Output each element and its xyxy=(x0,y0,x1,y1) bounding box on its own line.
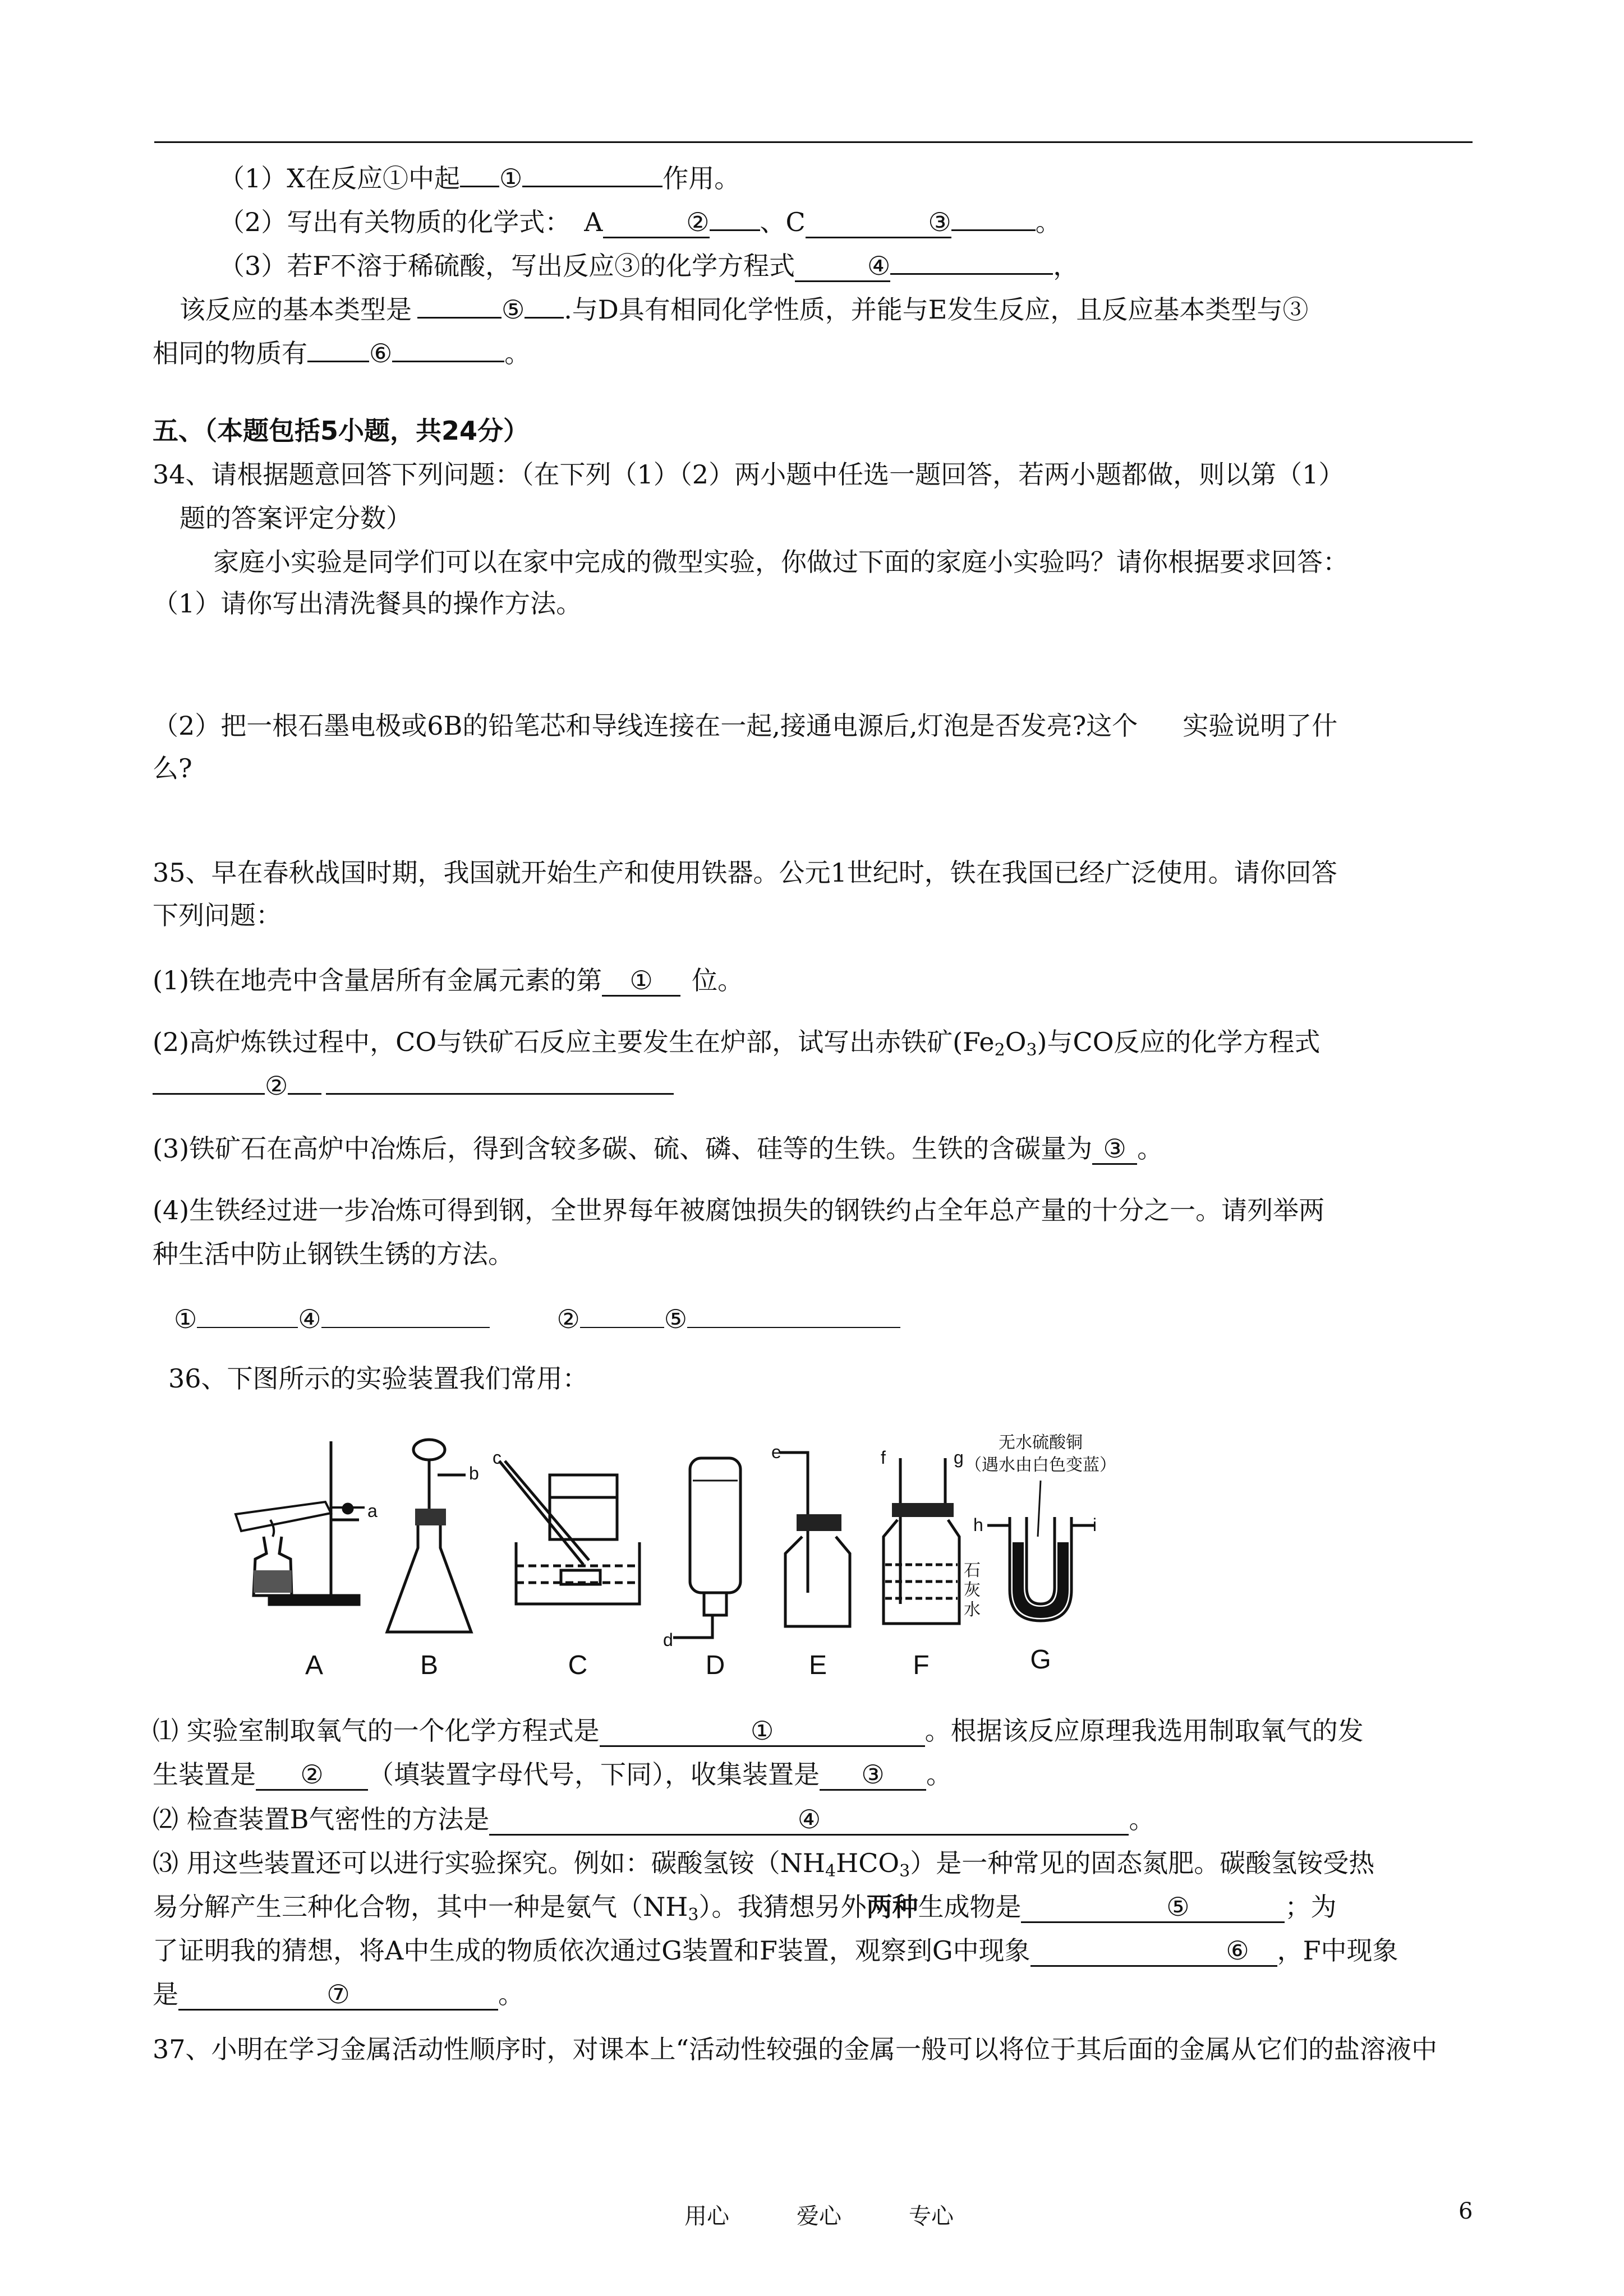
port-g: g xyxy=(954,1447,964,1468)
limewater-char-1: 石 xyxy=(964,1561,981,1580)
apparatus-g xyxy=(987,1481,1094,1621)
blank-q36-1: ① xyxy=(600,1716,925,1747)
blank-q35-3: ③ xyxy=(1092,1134,1137,1165)
port-b: b xyxy=(469,1463,479,1483)
q35-line-2: 下列问题： xyxy=(153,900,282,930)
q34-line-6: 么? xyxy=(153,753,192,783)
q35-line-4: (2)高炉炼铁过程中，CO与铁矿石反应主要发生在炉部，试写出赤铁矿$(Fe_2O_3)$与CO反应的化学方程式 xyxy=(153,1027,1321,1060)
apparatus-c xyxy=(499,1461,640,1604)
apparatus-f xyxy=(884,1458,959,1624)
footer-word-2: 爱心 xyxy=(797,2203,841,2229)
q33-line-3: （3）若F不溶于稀硫酸，写出反应③的化学方程式 ④ ， xyxy=(219,251,1079,281)
section-title: 五、（本题包括5小题，共24分） xyxy=(153,416,530,446)
q34-line-2: 题的答案评定分数） xyxy=(180,503,412,533)
q36-p2: ⑵ 检查装置B气密性的方法是 ④ 。 xyxy=(153,1804,1155,1834)
q35-line-9: ① ④ ② ⑤ xyxy=(174,1302,900,1336)
limewater-char-3: 水 xyxy=(964,1600,981,1620)
q34-line-1: 34、请根据题意回答下列问题：（在下列（1）（2）两小题中任选一题回答，若两小题都做，则以第（1） xyxy=(153,459,1345,490)
q35-line-3: (1)铁在地壳中含量居所有金属元素的第 ① 位。 xyxy=(153,965,744,995)
port-i: i xyxy=(1092,1515,1097,1535)
q36-p3-line-1: ⑶ 用这些装置还可以进行实验探究。例如：碳酸氢铵$(NH_4HCO_3)$是一种常见的固态氮肥。碳酸氢铵受热 xyxy=(153,1848,1375,1881)
port-e: e xyxy=(771,1442,781,1462)
footer-word-3: 专心 xyxy=(909,2203,954,2229)
q36-p3-line-2: 易分解产生三种化合物，其中一种是氨气$(NH_3)$。我猜想另外两种生成物是 ⑤ ；为 xyxy=(153,1892,1337,1925)
blank-q36-2: ② xyxy=(256,1760,368,1791)
blank-6 xyxy=(392,361,504,362)
g-caption-1: 无水硫酸铜 xyxy=(999,1433,1083,1453)
q35-line-7: (4)生铁经过进一步冶炼可得到钢，全世界每年被腐蚀损失的钢铁约占全年总产量的十分之一。请列举两 xyxy=(153,1195,1325,1225)
port-f: f xyxy=(881,1447,886,1468)
port-a: a xyxy=(367,1501,378,1521)
limewater-char-2: 灰 xyxy=(964,1580,981,1600)
header-rule xyxy=(154,141,1473,143)
label-a: A xyxy=(305,1650,324,1680)
label-b: B xyxy=(420,1650,439,1680)
blank-q36-7: ⑦ xyxy=(178,1980,498,2011)
q35-line-6: (3)铁矿石在高炉中冶炼后，得到含较多碳、硫、磷、硅等的生铁。生铁的含碳量为 ③ 。 xyxy=(153,1133,1163,1164)
port-d: d xyxy=(663,1630,673,1650)
label-f: F xyxy=(913,1650,930,1680)
q35-line-5: ② xyxy=(153,1069,674,1103)
apparatus-d xyxy=(673,1458,740,1638)
q36-line-1: 36、下图所示的实验装置我们常用： xyxy=(168,1363,588,1394)
q33-line-4: 该反应的基本类型是 ⑤ .与D具有相同化学性质，并能与E发生反应，且反应基本类型与③ xyxy=(180,294,1309,325)
blank-4: ④ xyxy=(795,251,890,282)
blank-1 xyxy=(522,186,663,187)
q34-line-4: （1）请你写出清洗餐具的操作方法。 xyxy=(153,588,582,619)
page-number: 6 xyxy=(1459,2198,1473,2224)
q34-line-3: 家庭小实验是同学们可以在家中完成的微型实验，你做过下面的家庭小实验吗？请你根据要求回答： xyxy=(213,547,1349,577)
blank-5 xyxy=(525,317,564,319)
label-d: D xyxy=(705,1650,725,1680)
blank-q35-2 xyxy=(326,1093,674,1095)
q33-line-5: 相同的物质有 ⑥ 。 xyxy=(153,338,531,368)
apparatus-a xyxy=(236,1441,365,1605)
q33-line-2: （2）写出有关物质的化学式： A ② 、C ③ 。 xyxy=(219,207,1061,237)
q35-line-8: 种生活中防止钢铁生锈的方法。 xyxy=(153,1239,514,1269)
apparatus-b xyxy=(387,1440,471,1632)
q35-line-1: 35、早在春秋战国时期，我国就开始生产和使用铁器。公元1世纪时，铁在我国已经广泛使用。请你回答 xyxy=(153,857,1337,888)
label-e: E xyxy=(808,1650,827,1680)
q36-p3-line-4: 是 ⑦ 。 xyxy=(153,1979,524,2009)
label-g: G xyxy=(1030,1645,1051,1675)
port-h: h xyxy=(973,1515,983,1535)
blank-q36-6: ⑥ xyxy=(1030,1936,1277,1967)
g-caption-2: （遇水由白色变蓝） xyxy=(965,1455,1116,1475)
label-c: C xyxy=(568,1650,588,1680)
blank-q35-5 xyxy=(687,1327,900,1328)
blank-q35-4 xyxy=(321,1327,490,1328)
blank-2: ② xyxy=(603,208,710,238)
blank-q36-3: ③ xyxy=(820,1760,926,1791)
port-c: c xyxy=(493,1447,502,1468)
apparatus-figure xyxy=(224,1433,1116,1682)
q37-line-1: 37、小明在学习金属活动性顺序时，对课本上“活动性较强的金属一般可以将位于其后面的金属从它们的盐溶液中 xyxy=(153,2034,1438,2064)
blank-q36-5: ⑤ xyxy=(1021,1892,1285,1923)
blank-3: ③ xyxy=(806,208,951,238)
q36-p3-line-3: 了证明我的猜想，将A中生成的物质依次通过G装置和F装置，观察到G中现象 ⑥ ，F中现象 xyxy=(153,1935,1398,1966)
q36-p1-line-2: 生装置是 ② （填装置字母代号，下同），收集装置是 ③ 。 xyxy=(153,1759,952,1790)
footer-word-1: 用心 xyxy=(684,2203,729,2229)
q36-p1-line-1: ⑴ 实验室制取氧气的一个化学方程式是 ① 。根据该反应原理我选用制取氧气的发 xyxy=(153,1716,1364,1746)
apparatus-e xyxy=(780,1453,850,1626)
blank-q36-4: ④ xyxy=(489,1805,1129,1836)
q33-line-1: （1）X在反应①中起 ① 作用。 xyxy=(219,163,740,193)
q34-line-5: （2）把一根石墨电极或6B的铅笔芯和导线连接在一起,接通电源后,灯泡是否发亮?这个 实验说明了什 xyxy=(153,711,1338,741)
blank-q35-1: ① xyxy=(602,966,680,997)
